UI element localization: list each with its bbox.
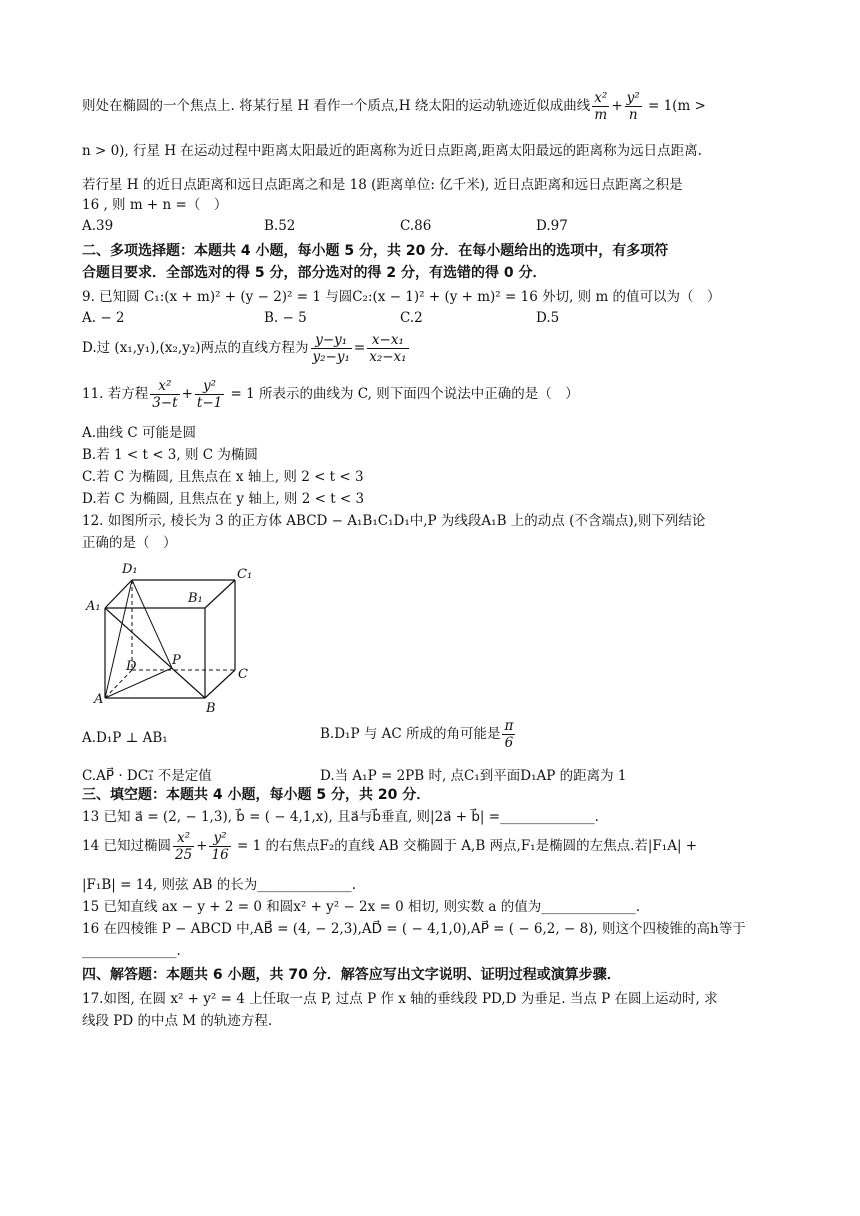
q8-line-1-text: 则处在椭圆的一个焦点上. 将某行星 H 看作一个质点,H 绕太阳的运动轨迹近似成曲线: [82, 98, 591, 114]
q9-option-b[interactable]: B. − 5: [264, 310, 307, 326]
fraction-x2-3-t: $\frac{\text{x²}}{3-t}$: [152, 378, 178, 411]
q14-line-2: |F₁B| = 14, 则弦 AB 的长为______________.: [82, 877, 356, 893]
label-a1: A₁: [86, 599, 101, 614]
q8-line-4: 16 , 则 m + n =（ ）: [82, 197, 228, 213]
q8-line-1: 则处在椭圆的一个焦点上. 将某行星 H 看作一个质点,H 绕太阳的运动轨迹近似成曲线 $\frac{\text{x²}}{m}$ + $\frac{\text{y²}}{n}$ = 1(m >: [82, 90, 706, 123]
q9-option-a[interactable]: A. − 2: [82, 310, 125, 326]
q17-line-2: 线段 PD 的中点 M 的轨迹方程.: [82, 1013, 273, 1029]
fraction-y2-n: $\frac{\text{y²}}{n}$: [626, 90, 640, 123]
label-c: C: [238, 667, 248, 682]
fraction-y2-t-1: $\frac{\text{y²}}{t-1}$: [196, 378, 223, 411]
label-a: A: [94, 692, 104, 707]
q8-option-d[interactable]: D.97: [536, 218, 568, 234]
fraction-y2-16: $\frac{\text{y²}}{16}$: [211, 830, 229, 863]
q11-option-c[interactable]: C.若 C 为椭圆, 且焦点在 x 轴上, 则 2 < t < 3: [82, 469, 364, 485]
label-d: D: [126, 659, 137, 674]
q9-option-d[interactable]: D.5: [536, 310, 560, 326]
q12-option-b[interactable]: B.D₁P 与 AC 所成的角可能是 $\frac{\pi}{6}$: [320, 718, 514, 751]
section-3-heading: 三、填空题：本题共 4 小题，每小题 5 分，共 20 分．: [82, 787, 431, 803]
q12-option-a[interactable]: A.D₁P ⊥ AB₁: [82, 730, 168, 746]
q16-line-2: ______________.: [82, 943, 181, 959]
q9-option-c[interactable]: C.2: [400, 310, 423, 326]
q16-line-1: 16 在四棱锥 P − ABCD 中,AB⃗ = (4, − 2,3),AD⃗ = ( − 4,1,0),AP⃗ = ( − 6,2, − 8), 则这个四棱锥的高h等于: [82, 921, 746, 937]
fraction-x: $\frac{\text{x−x₁}}{\text{x₂−x₁}}$: [369, 332, 407, 365]
segment-a1b: [105, 608, 205, 698]
label-b: B: [206, 701, 216, 716]
segment-ap: [105, 668, 172, 698]
q14-line-1: 14 已知过椭圆 $\frac{\text{x²}}{25}$ + $\frac{\text{y²}}{16}$ = 1 的右焦点F₂的直线 AB 交椭圆于 A,B 两点,F₁是椭圆的左焦点.若|F₁A| +: [82, 830, 698, 863]
q12-stem-line-2: 正确的是（ ）: [82, 535, 177, 551]
q15: 15 已知直线 ax − y + 2 = 0 和圆x² + y² − 2x = 0 相切, 则实数 a 的值为______________.: [82, 899, 641, 915]
q17-line-1: 17.如图, 在圆 x² + y² = 4 上任取一点 P, 过点 P 作 x 轴的垂线段 PD,D 为垂足. 当点 P 在圆上运动时, 求: [82, 991, 718, 1007]
edge-bc: [205, 670, 235, 698]
q11-option-b[interactable]: B.若 1 < t < 3, 则 C 为椭圆: [82, 447, 258, 463]
q8-line-3: 若行星 H 的近日点距离和远日点距离之和是 18 (距离单位: 亿千米), 近日点距离和远日点距离之积是: [82, 177, 683, 193]
q8-option-a[interactable]: A.39: [82, 218, 114, 234]
cube-figure: [80, 558, 260, 718]
fraction-x2-m: $\frac{\text{x²}}{m}$: [594, 90, 608, 123]
section-2-heading-line-1: 二、多项选择题：本题共 4 小题，每小题 5 分，共 20 分．在每小题给出的选项中，有多项符: [82, 243, 669, 259]
edge-b1c1: [205, 580, 235, 608]
q11-option-d[interactable]: D.若 C 为椭圆, 且焦点在 y 轴上, 则 2 < t < 3: [82, 491, 365, 507]
q9-stem: 9. 已知圆 C₁:(x + m)² + (y − 2)² = 1 与圆C₂:(x − 1)² + (y + m)² = 16 外切, 则 m 的值可以为（ ）: [82, 289, 721, 305]
fraction-y: $\frac{\text{y−y₁}}{\text{y₂−y₁}}$: [312, 332, 350, 365]
q10-option-d[interactable]: D.过 (x₁,y₁),(x₂,y₂)两点的直线方程为 $\frac{\text{y−y₁}}{\text{y₂−y₁}}$ = $\frac{\text{x−x₁}}{\text{x₂−x₁}}$: [82, 332, 407, 365]
segment-d1p: [132, 580, 172, 668]
q12-option-c[interactable]: C.AP⃗ · DC₁⃗ 不是定值: [82, 768, 212, 784]
q13: 13 已知 a⃗ = (2, − 1,3), b⃗ = ( − 4,1,x), 且a⃗与b⃗垂直, 则|2a⃗ + b⃗| =______________.: [82, 809, 599, 825]
label-d1: D₁: [122, 562, 138, 577]
label-p: P: [172, 653, 181, 668]
edge-a1d1: [105, 580, 132, 608]
q8-line-2: n > 0), 行星 H 在运动过程中距离太阳最近的距离称为近日点距离,距离太阳最远的距离称为远日点距离.: [82, 143, 702, 159]
q8-option-b[interactable]: B.52: [264, 218, 296, 234]
q11-option-a[interactable]: A.曲线 C 可能是圆: [82, 425, 196, 441]
q12-option-d[interactable]: D.当 A₁P = 2PB 时, 点C₁到平面D₁AP 的距离为 1: [320, 768, 627, 784]
segment-d1a: [105, 580, 132, 698]
label-c1: C₁: [237, 567, 253, 582]
fraction-pi-6: $\frac{\pi}{6}$: [504, 718, 514, 751]
fraction-x2-25: $\frac{\text{x²}}{25}$: [174, 830, 193, 863]
section-2-heading-line-2: 合题目要求．全部选对的得 5 分，部分选对的得 2 分，有选错的得 0 分．: [82, 265, 547, 281]
q11-stem: 11. 若方程 $\frac{\text{x²}}{3-t}$ + $\frac{\text{y²}}{t-1}$ = 1 所表示的曲线为 C, 则下面四个说法中正确的是（ ）: [82, 378, 579, 411]
q12-stem-line-1: 12. 如图所示, 棱长为 3 的正方体 ABCD − A₁B₁C₁D₁中,P 为线段A₁B 上的动点 (不含端点),则下列结论: [82, 513, 706, 529]
q8-option-c[interactable]: C.86: [400, 218, 432, 234]
edge-ad: [105, 670, 132, 698]
label-b1: B₁: [188, 591, 203, 606]
section-4-heading: 四、解答题：本题共 6 小题，共 70 分．解答应写出文字说明、证明过程或演算步骤．: [82, 967, 621, 983]
